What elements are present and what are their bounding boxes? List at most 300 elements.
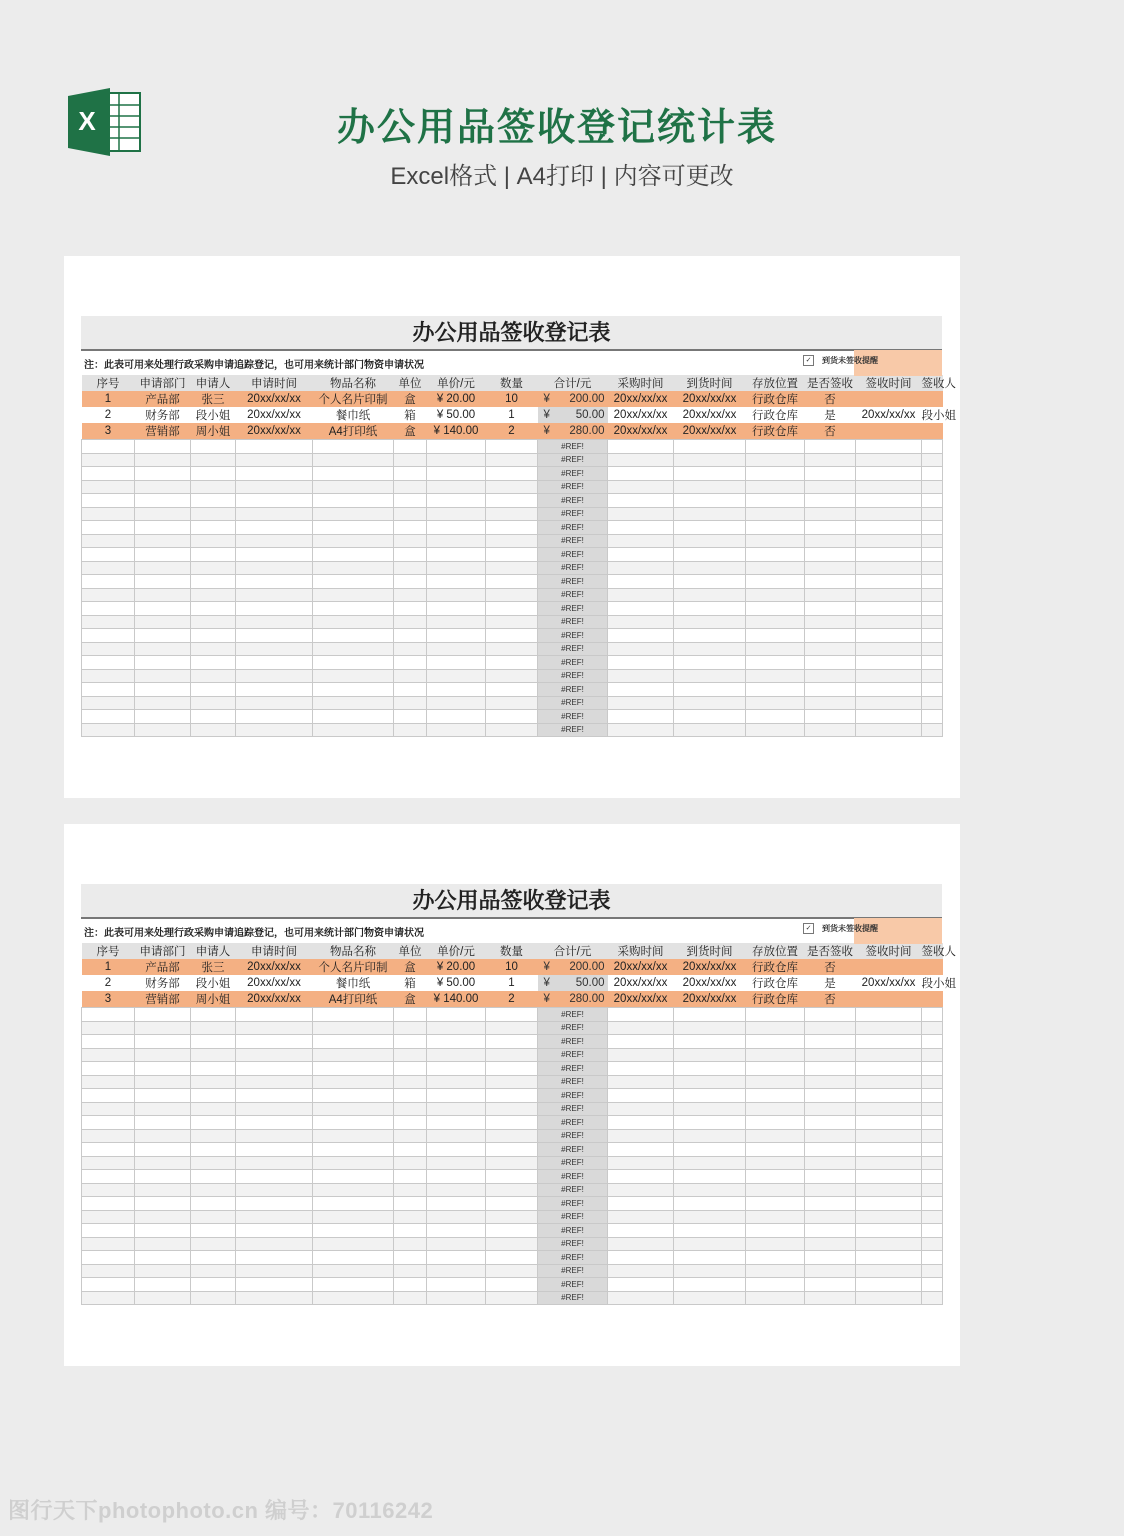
empty-cell[interactable] (856, 1170, 922, 1184)
empty-cell[interactable] (135, 1116, 191, 1130)
empty-row[interactable] (82, 1021, 943, 1035)
empty-cell[interactable] (746, 1035, 805, 1049)
ref-error-cell[interactable]: #REF! (538, 480, 608, 494)
table-row[interactable] (82, 407, 943, 423)
empty-row[interactable] (82, 1048, 943, 1062)
empty-cell[interactable] (394, 588, 427, 602)
empty-cell[interactable] (236, 1021, 313, 1035)
empty-cell[interactable] (856, 494, 922, 508)
empty-cell[interactable] (191, 467, 236, 481)
cell-dept[interactable]: 产品部 (135, 959, 191, 975)
empty-cell[interactable] (486, 669, 538, 683)
empty-cell[interactable] (427, 467, 486, 481)
empty-cell[interactable] (135, 453, 191, 467)
empty-row[interactable] (82, 696, 943, 710)
empty-cell[interactable] (746, 642, 805, 656)
empty-cell[interactable] (313, 669, 394, 683)
ref-error-cell[interactable]: #REF! (538, 467, 608, 481)
empty-cell[interactable] (674, 710, 746, 724)
empty-cell[interactable] (608, 696, 674, 710)
ref-error-cell[interactable]: #REF! (538, 642, 608, 656)
empty-cell[interactable] (82, 669, 135, 683)
empty-cell[interactable] (805, 1008, 856, 1022)
empty-cell[interactable] (856, 1278, 922, 1292)
empty-cell[interactable] (394, 1224, 427, 1238)
empty-row[interactable] (82, 1291, 943, 1305)
empty-cell[interactable] (135, 1156, 191, 1170)
cell-total[interactable] (538, 407, 608, 423)
empty-cell[interactable] (674, 1116, 746, 1130)
ref-error-cell[interactable]: #REF! (538, 588, 608, 602)
empty-cell[interactable] (746, 1264, 805, 1278)
empty-cell[interactable] (313, 1197, 394, 1211)
cell-unit[interactable]: 盒 (394, 423, 427, 440)
empty-cell[interactable] (674, 1170, 746, 1184)
empty-cell[interactable] (427, 440, 486, 454)
empty-row[interactable] (82, 1251, 943, 1265)
empty-cell[interactable] (427, 1183, 486, 1197)
empty-cell[interactable] (394, 642, 427, 656)
empty-row[interactable] (82, 480, 943, 494)
ref-error-cell[interactable]: #REF! (538, 1143, 608, 1157)
cell-purchase-time[interactable]: 20xx/xx/xx (608, 991, 674, 1008)
empty-row[interactable] (82, 588, 943, 602)
empty-cell[interactable] (394, 1278, 427, 1292)
empty-cell[interactable] (856, 1048, 922, 1062)
empty-cell[interactable] (191, 1251, 236, 1265)
empty-cell[interactable] (135, 507, 191, 521)
empty-cell[interactable] (427, 1143, 486, 1157)
empty-cell[interactable] (427, 1170, 486, 1184)
cell-item-name[interactable]: 个人名片印制 (313, 391, 394, 407)
empty-cell[interactable] (394, 1156, 427, 1170)
cell-sign-time[interactable]: 20xx/xx/xx (856, 975, 922, 991)
empty-cell[interactable] (82, 534, 135, 548)
empty-cell[interactable] (191, 1237, 236, 1251)
empty-cell[interactable] (608, 1291, 674, 1305)
empty-cell[interactable] (394, 669, 427, 683)
empty-cell[interactable] (427, 575, 486, 589)
empty-cell[interactable] (856, 561, 922, 575)
empty-cell[interactable] (608, 1237, 674, 1251)
empty-cell[interactable] (427, 507, 486, 521)
empty-row[interactable] (82, 1197, 943, 1211)
empty-cell[interactable] (427, 1278, 486, 1292)
empty-cell[interactable] (486, 723, 538, 737)
empty-cell[interactable] (922, 683, 943, 697)
empty-cell[interactable] (191, 588, 236, 602)
empty-cell[interactable] (394, 602, 427, 616)
empty-cell[interactable] (236, 642, 313, 656)
empty-cell[interactable] (135, 1035, 191, 1049)
empty-cell[interactable] (805, 1170, 856, 1184)
empty-cell[interactable] (191, 1183, 236, 1197)
cell-dept[interactable]: 财务部 (135, 407, 191, 423)
empty-cell[interactable] (313, 521, 394, 535)
cell-applicant[interactable]: 周小姐 (191, 423, 236, 440)
empty-cell[interactable] (608, 723, 674, 737)
empty-cell[interactable] (674, 696, 746, 710)
empty-cell[interactable] (856, 480, 922, 494)
empty-cell[interactable] (922, 1116, 943, 1130)
cell-sign-time[interactable]: 20xx/xx/xx (856, 407, 922, 423)
empty-cell[interactable] (236, 696, 313, 710)
empty-cell[interactable] (674, 1062, 746, 1076)
empty-cell[interactable] (486, 507, 538, 521)
empty-cell[interactable] (805, 683, 856, 697)
empty-cell[interactable] (236, 480, 313, 494)
ref-error-cell[interactable]: #REF! (538, 1089, 608, 1103)
empty-cell[interactable] (82, 1224, 135, 1238)
empty-cell[interactable] (427, 1116, 486, 1130)
ref-error-cell[interactable]: #REF! (538, 1062, 608, 1076)
empty-cell[interactable] (608, 710, 674, 724)
empty-row[interactable] (82, 669, 943, 683)
empty-cell[interactable] (394, 453, 427, 467)
empty-cell[interactable] (313, 440, 394, 454)
empty-cell[interactable] (674, 1183, 746, 1197)
empty-cell[interactable] (135, 534, 191, 548)
empty-cell[interactable] (236, 710, 313, 724)
empty-cell[interactable] (856, 534, 922, 548)
empty-row[interactable] (82, 507, 943, 521)
empty-cell[interactable] (427, 480, 486, 494)
empty-cell[interactable] (674, 1089, 746, 1103)
empty-cell[interactable] (805, 1210, 856, 1224)
empty-row[interactable] (82, 561, 943, 575)
ref-error-cell[interactable]: #REF! (538, 575, 608, 589)
empty-cell[interactable] (856, 1075, 922, 1089)
cell-seq[interactable]: 3 (82, 991, 135, 1008)
empty-row[interactable] (82, 1224, 943, 1238)
empty-cell[interactable] (608, 669, 674, 683)
empty-cell[interactable] (608, 1251, 674, 1265)
empty-cell[interactable] (394, 548, 427, 562)
empty-cell[interactable] (236, 1278, 313, 1292)
empty-cell[interactable] (191, 521, 236, 535)
cell-dept[interactable]: 营销部 (135, 423, 191, 440)
cell-arrival-time[interactable]: 20xx/xx/xx (674, 959, 746, 975)
empty-cell[interactable] (805, 1035, 856, 1049)
cell-unit[interactable]: 盒 (394, 959, 427, 975)
empty-cell[interactable] (856, 615, 922, 629)
cell-applicant[interactable]: 段小姐 (191, 407, 236, 423)
empty-cell[interactable] (135, 1089, 191, 1103)
empty-cell[interactable] (805, 642, 856, 656)
empty-cell[interactable] (674, 548, 746, 562)
empty-cell[interactable] (922, 1210, 943, 1224)
empty-cell[interactable] (856, 696, 922, 710)
empty-cell[interactable] (191, 710, 236, 724)
empty-cell[interactable] (486, 1170, 538, 1184)
empty-cell[interactable] (805, 575, 856, 589)
empty-cell[interactable] (746, 1008, 805, 1022)
empty-cell[interactable] (82, 1129, 135, 1143)
empty-cell[interactable] (486, 1035, 538, 1049)
empty-cell[interactable] (191, 1143, 236, 1157)
empty-cell[interactable] (486, 1197, 538, 1211)
empty-cell[interactable] (922, 575, 943, 589)
empty-cell[interactable] (746, 548, 805, 562)
empty-cell[interactable] (135, 1197, 191, 1211)
empty-cell[interactable] (608, 1183, 674, 1197)
empty-cell[interactable] (135, 467, 191, 481)
empty-cell[interactable] (135, 1048, 191, 1062)
empty-cell[interactable] (746, 440, 805, 454)
empty-cell[interactable] (82, 440, 135, 454)
empty-cell[interactable] (191, 561, 236, 575)
empty-cell[interactable] (856, 1291, 922, 1305)
empty-cell[interactable] (805, 1062, 856, 1076)
empty-cell[interactable] (486, 1156, 538, 1170)
empty-cell[interactable] (746, 494, 805, 508)
empty-cell[interactable] (135, 696, 191, 710)
empty-cell[interactable] (486, 1291, 538, 1305)
empty-cell[interactable] (427, 710, 486, 724)
empty-cell[interactable] (805, 453, 856, 467)
empty-cell[interactable] (236, 723, 313, 737)
ref-error-cell[interactable]: #REF! (538, 1251, 608, 1265)
empty-cell[interactable] (427, 669, 486, 683)
cell-unit-price[interactable]: ¥ 20.00 (427, 959, 486, 975)
empty-cell[interactable] (486, 1183, 538, 1197)
empty-cell[interactable] (746, 467, 805, 481)
empty-cell[interactable] (922, 1143, 943, 1157)
cell-signed[interactable]: 否 (805, 959, 856, 975)
empty-cell[interactable] (135, 575, 191, 589)
empty-cell[interactable] (922, 561, 943, 575)
empty-row[interactable] (82, 642, 943, 656)
empty-cell[interactable] (82, 1116, 135, 1130)
empty-row[interactable] (82, 548, 943, 562)
empty-cell[interactable] (236, 1075, 313, 1089)
empty-cell[interactable] (236, 1251, 313, 1265)
empty-cell[interactable] (805, 1102, 856, 1116)
empty-cell[interactable] (746, 1048, 805, 1062)
empty-cell[interactable] (608, 1048, 674, 1062)
empty-cell[interactable] (608, 507, 674, 521)
empty-cell[interactable] (856, 1197, 922, 1211)
empty-row[interactable] (82, 1116, 943, 1130)
empty-cell[interactable] (922, 656, 943, 670)
cell-seq[interactable]: 3 (82, 423, 135, 440)
empty-row[interactable] (82, 710, 943, 724)
empty-cell[interactable] (313, 629, 394, 643)
empty-cell[interactable] (805, 615, 856, 629)
empty-cell[interactable] (486, 615, 538, 629)
cell-apply-time[interactable]: 20xx/xx/xx (236, 407, 313, 423)
empty-cell[interactable] (394, 480, 427, 494)
empty-cell[interactable] (746, 521, 805, 535)
cell-seq[interactable]: 1 (82, 391, 135, 407)
empty-row[interactable] (82, 1156, 943, 1170)
empty-cell[interactable] (191, 1035, 236, 1049)
empty-cell[interactable] (674, 669, 746, 683)
empty-cell[interactable] (486, 1251, 538, 1265)
empty-cell[interactable] (674, 507, 746, 521)
empty-cell[interactable] (856, 723, 922, 737)
table-row[interactable] (82, 959, 943, 975)
empty-cell[interactable] (135, 1183, 191, 1197)
ref-error-cell[interactable]: #REF! (538, 521, 608, 535)
empty-cell[interactable] (856, 1143, 922, 1157)
empty-cell[interactable] (313, 480, 394, 494)
empty-cell[interactable] (922, 1048, 943, 1062)
ref-error-cell[interactable]: #REF! (538, 602, 608, 616)
empty-cell[interactable] (82, 1089, 135, 1103)
empty-cell[interactable] (746, 669, 805, 683)
empty-cell[interactable] (135, 1251, 191, 1265)
cell-sign-time[interactable] (856, 391, 922, 407)
empty-cell[interactable] (394, 1062, 427, 1076)
empty-cell[interactable] (746, 534, 805, 548)
empty-cell[interactable] (313, 467, 394, 481)
empty-cell[interactable] (922, 1237, 943, 1251)
empty-cell[interactable] (135, 710, 191, 724)
empty-cell[interactable] (746, 588, 805, 602)
empty-cell[interactable] (394, 1143, 427, 1157)
cell-dept[interactable]: 产品部 (135, 391, 191, 407)
empty-cell[interactable] (486, 534, 538, 548)
empty-cell[interactable] (236, 453, 313, 467)
empty-cell[interactable] (922, 696, 943, 710)
empty-cell[interactable] (608, 1102, 674, 1116)
empty-cell[interactable] (805, 480, 856, 494)
empty-cell[interactable] (427, 453, 486, 467)
empty-cell[interactable] (922, 521, 943, 535)
empty-cell[interactable] (674, 629, 746, 643)
empty-cell[interactable] (394, 696, 427, 710)
cell-signer[interactable]: 段小姐 (922, 407, 943, 423)
empty-cell[interactable] (427, 1237, 486, 1251)
cell-unit-price[interactable]: ¥ 50.00 (427, 975, 486, 991)
cell-quantity[interactable]: 1 (486, 975, 538, 991)
empty-cell[interactable] (486, 1129, 538, 1143)
ref-error-cell[interactable]: #REF! (538, 656, 608, 670)
empty-cell[interactable] (191, 602, 236, 616)
cell-signed[interactable]: 是 (805, 407, 856, 423)
empty-cell[interactable] (135, 669, 191, 683)
empty-cell[interactable] (191, 575, 236, 589)
empty-cell[interactable] (191, 642, 236, 656)
empty-cell[interactable] (486, 575, 538, 589)
empty-cell[interactable] (191, 1210, 236, 1224)
cell-arrival-time[interactable]: 20xx/xx/xx (674, 423, 746, 440)
empty-cell[interactable] (394, 561, 427, 575)
empty-cell[interactable] (191, 1075, 236, 1089)
empty-cell[interactable] (856, 1237, 922, 1251)
empty-row[interactable] (82, 1008, 943, 1022)
empty-cell[interactable] (608, 467, 674, 481)
cell-signed[interactable]: 否 (805, 391, 856, 407)
empty-cell[interactable] (486, 1264, 538, 1278)
cell-purchase-time[interactable]: 20xx/xx/xx (608, 423, 674, 440)
empty-row[interactable] (82, 1089, 943, 1103)
empty-cell[interactable] (313, 1116, 394, 1130)
empty-cell[interactable] (236, 1210, 313, 1224)
empty-cell[interactable] (674, 1210, 746, 1224)
empty-cell[interactable] (674, 588, 746, 602)
empty-cell[interactable] (856, 683, 922, 697)
empty-cell[interactable] (805, 723, 856, 737)
empty-cell[interactable] (394, 1291, 427, 1305)
empty-cell[interactable] (856, 1089, 922, 1103)
cell-apply-time[interactable]: 20xx/xx/xx (236, 959, 313, 975)
empty-cell[interactable] (486, 696, 538, 710)
empty-cell[interactable] (313, 534, 394, 548)
empty-cell[interactable] (922, 588, 943, 602)
empty-cell[interactable] (394, 1251, 427, 1265)
empty-cell[interactable] (82, 1183, 135, 1197)
empty-cell[interactable] (608, 521, 674, 535)
empty-cell[interactable] (922, 1264, 943, 1278)
ref-error-cell[interactable]: #REF! (538, 629, 608, 643)
empty-cell[interactable] (191, 1224, 236, 1238)
empty-cell[interactable] (856, 1251, 922, 1265)
empty-cell[interactable] (313, 1035, 394, 1049)
empty-row[interactable] (82, 1264, 943, 1278)
empty-cell[interactable] (135, 521, 191, 535)
empty-cell[interactable] (674, 723, 746, 737)
ref-error-cell[interactable]: #REF! (538, 440, 608, 454)
empty-cell[interactable] (236, 1291, 313, 1305)
empty-cell[interactable] (856, 1183, 922, 1197)
empty-cell[interactable] (674, 615, 746, 629)
empty-cell[interactable] (805, 1251, 856, 1265)
empty-cell[interactable] (922, 1224, 943, 1238)
empty-cell[interactable] (394, 710, 427, 724)
empty-cell[interactable] (82, 1237, 135, 1251)
empty-row[interactable] (82, 629, 943, 643)
cell-sign-time[interactable] (856, 959, 922, 975)
empty-cell[interactable] (674, 1129, 746, 1143)
empty-cell[interactable] (486, 1048, 538, 1062)
empty-cell[interactable] (674, 1237, 746, 1251)
empty-cell[interactable] (236, 521, 313, 535)
empty-cell[interactable] (427, 1075, 486, 1089)
empty-cell[interactable] (608, 480, 674, 494)
empty-cell[interactable] (82, 1251, 135, 1265)
empty-cell[interactable] (191, 548, 236, 562)
empty-cell[interactable] (427, 1264, 486, 1278)
empty-cell[interactable] (922, 1035, 943, 1049)
empty-cell[interactable] (608, 1116, 674, 1130)
empty-cell[interactable] (856, 548, 922, 562)
cell-apply-time[interactable]: 20xx/xx/xx (236, 975, 313, 991)
cell-total[interactable] (538, 991, 608, 1008)
empty-cell[interactable] (856, 1062, 922, 1076)
cell-sign-time[interactable] (856, 423, 922, 440)
empty-cell[interactable] (486, 1278, 538, 1292)
empty-cell[interactable] (191, 696, 236, 710)
empty-cell[interactable] (608, 1156, 674, 1170)
empty-cell[interactable] (82, 710, 135, 724)
empty-cell[interactable] (486, 467, 538, 481)
empty-cell[interactable] (236, 507, 313, 521)
empty-cell[interactable] (608, 629, 674, 643)
empty-cell[interactable] (805, 1075, 856, 1089)
empty-cell[interactable] (191, 1264, 236, 1278)
empty-cell[interactable] (746, 1156, 805, 1170)
empty-cell[interactable] (486, 453, 538, 467)
empty-cell[interactable] (135, 1075, 191, 1089)
empty-cell[interactable] (608, 534, 674, 548)
empty-cell[interactable] (313, 642, 394, 656)
ref-error-cell[interactable]: #REF! (538, 453, 608, 467)
empty-cell[interactable] (922, 1129, 943, 1143)
empty-cell[interactable] (805, 521, 856, 535)
empty-cell[interactable] (427, 642, 486, 656)
